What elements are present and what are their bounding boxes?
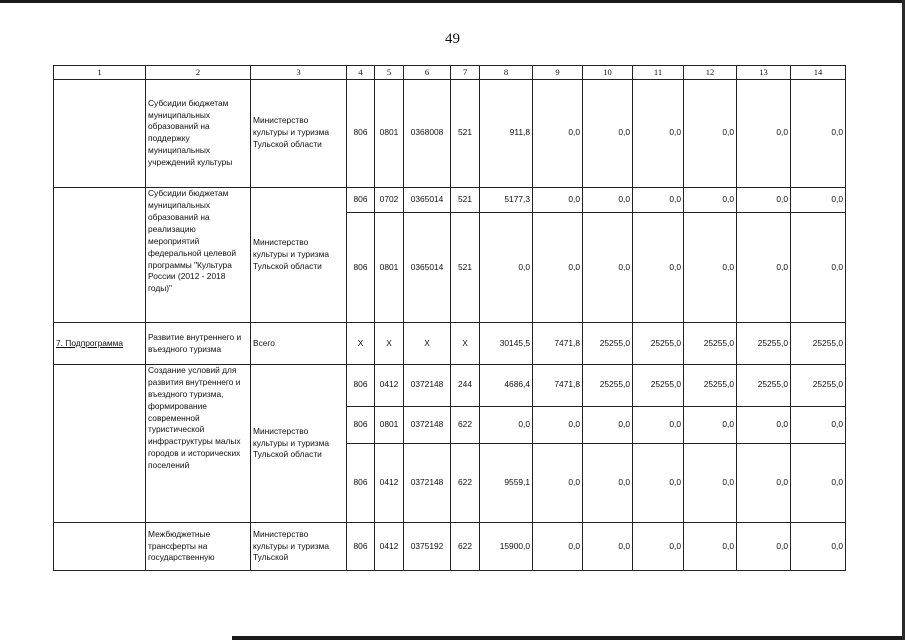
amount-cell: 0,0 [737, 523, 791, 571]
ministry-name: Министерство культуры и туризма Тульской области [251, 364, 347, 522]
grbs-code: 806 [347, 212, 375, 322]
header-cell: 7 [451, 66, 480, 80]
amount-cell: 0,0 [583, 406, 633, 443]
amount-cell: 25255,0 [737, 323, 791, 365]
section-code: 0412 [375, 443, 404, 522]
header-cell: 4 [347, 66, 375, 80]
ministry-name: Министерство культуры и туризма Тульской области [251, 79, 347, 187]
grbs-code: 806 [347, 364, 375, 406]
target-code: 0372148 [404, 443, 451, 522]
table-row [54, 79, 846, 187]
program-cell [54, 79, 146, 187]
event-name: Субсидии бюджетам муниципальных образований на реализацию мероприятий федеральной целевой программы "Культура России (2012 - 2018 годы)" [146, 187, 251, 322]
amount-cell: 25255,0 [633, 364, 684, 406]
amount-cell: 0,0 [583, 187, 633, 212]
expense-type-code: 622 [451, 523, 480, 571]
amount-cell: 0,0 [633, 523, 684, 571]
amount-cell: 0,0 [737, 443, 791, 522]
section-code: 0412 [375, 364, 404, 406]
header-cell: 11 [633, 66, 684, 80]
amount-cell: 25255,0 [737, 364, 791, 406]
amount-cell: 0,0 [533, 79, 583, 187]
amount-cell: 911,8 [480, 79, 533, 187]
amount-cell: 25255,0 [583, 323, 633, 365]
expense-type-code: 521 [451, 212, 480, 322]
amount-cell: 25255,0 [791, 323, 846, 365]
amount-cell: 0,0 [684, 212, 737, 322]
amount-cell: 0,0 [583, 79, 633, 187]
amount-cell: 0,0 [633, 406, 684, 443]
amount-cell: 0,0 [533, 212, 583, 322]
ministry-name: Министерство культуры и туризма Тульской области [251, 187, 347, 322]
grbs-code: X [347, 323, 375, 365]
scan-bottom-edge [232, 636, 905, 640]
event-name: Создание условий для развития внутреннего и въездного туризма, формирование современной туристической инфраструктуры малых городов и исторических поселений [146, 364, 251, 522]
grbs-code: 806 [347, 79, 375, 187]
table-row [54, 364, 846, 406]
amount-cell: 0,0 [791, 187, 846, 212]
amount-cell: 15900,0 [480, 523, 533, 571]
amount-cell: 0,0 [737, 187, 791, 212]
table-row [54, 323, 846, 365]
amount-cell: 0,0 [684, 406, 737, 443]
amount-cell: 0,0 [533, 406, 583, 443]
scan-top-edge [0, 0, 905, 3]
target-code: 0375192 [404, 523, 451, 571]
amount-cell: 0,0 [633, 443, 684, 522]
amount-cell: 9559,1 [480, 443, 533, 522]
target-code: 0368008 [404, 79, 451, 187]
program-cell [54, 523, 146, 571]
program-cell: 7. Подпрограмма [54, 323, 146, 365]
header-cell: 2 [146, 66, 251, 80]
amount-cell: 0,0 [791, 79, 846, 187]
amount-cell: 0,0 [737, 79, 791, 187]
header-cell: 5 [375, 66, 404, 80]
grbs-code: 806 [347, 187, 375, 212]
grbs-code: 806 [347, 443, 375, 522]
amount-cell: 25255,0 [583, 364, 633, 406]
amount-cell: 0,0 [633, 79, 684, 187]
event-name: Межбюджетные трансферты на государственную [146, 523, 251, 571]
amount-cell: 0,0 [684, 443, 737, 522]
section-code: 0412 [375, 523, 404, 571]
amount-cell: 25255,0 [633, 323, 684, 365]
ministry-name: Министерство культуры и туризма Тульской [251, 523, 347, 571]
expense-type-code: 521 [451, 79, 480, 187]
amount-cell: 0,0 [533, 523, 583, 571]
header-cell: 9 [533, 66, 583, 80]
header-cell: 1 [54, 66, 146, 80]
expense-type-code: 244 [451, 364, 480, 406]
target-code: 0372148 [404, 364, 451, 406]
expense-type-code: X [451, 323, 480, 365]
section-code: 0801 [375, 406, 404, 443]
header-cell: 14 [791, 66, 846, 80]
expense-type-code: 622 [451, 443, 480, 522]
amount-cell: 0,0 [737, 212, 791, 322]
table-row [54, 523, 846, 571]
table-row [54, 187, 846, 212]
amount-cell: 25255,0 [684, 323, 737, 365]
budget-table [53, 65, 846, 571]
header-cell: 13 [737, 66, 791, 80]
section-code: 0702 [375, 187, 404, 212]
amount-cell: 0,0 [583, 212, 633, 322]
grbs-code: 806 [347, 406, 375, 443]
expense-type-code: 622 [451, 406, 480, 443]
table-header-row [54, 66, 846, 80]
amount-cell: 0,0 [684, 79, 737, 187]
target-code: 0365014 [404, 212, 451, 322]
target-code: X [404, 323, 451, 365]
amount-cell: 0,0 [533, 187, 583, 212]
program-cell [54, 364, 146, 522]
section-code: X [375, 323, 404, 365]
section-code: 0801 [375, 79, 404, 187]
program-cell [54, 187, 146, 322]
amount-cell: 0,0 [633, 212, 684, 322]
amount-cell: 30145,5 [480, 323, 533, 365]
amount-cell: 0,0 [684, 523, 737, 571]
amount-cell: 0,0 [633, 187, 684, 212]
page-number: 49 [445, 31, 460, 47]
grbs-code: 806 [347, 523, 375, 571]
amount-cell: 0,0 [791, 406, 846, 443]
amount-cell: 5177,3 [480, 187, 533, 212]
amount-cell: 0,0 [480, 406, 533, 443]
target-code: 0365014 [404, 187, 451, 212]
expense-type-code: 521 [451, 187, 480, 212]
ministry-name: Всего [251, 323, 347, 365]
amount-cell: 0,0 [791, 212, 846, 322]
section-code: 0801 [375, 212, 404, 322]
amount-cell: 0,0 [480, 212, 533, 322]
amount-cell: 0,0 [737, 406, 791, 443]
header-cell: 8 [480, 66, 533, 80]
amount-cell: 7471,8 [533, 323, 583, 365]
header-cell: 3 [251, 66, 347, 80]
amount-cell: 4686,4 [480, 364, 533, 406]
amount-cell: 0,0 [583, 523, 633, 571]
event-name: Развитие внутреннего и въездного туризма [146, 323, 251, 365]
event-name: Субсидии бюджетам муниципальных образований на поддержку муниципальных учреждений культуры [146, 79, 251, 187]
amount-cell: 0,0 [533, 443, 583, 522]
amount-cell: 0,0 [791, 443, 846, 522]
target-code: 0372148 [404, 406, 451, 443]
amount-cell: 0,0 [684, 187, 737, 212]
amount-cell: 7471,8 [533, 364, 583, 406]
amount-cell: 25255,0 [684, 364, 737, 406]
amount-cell: 0,0 [791, 523, 846, 571]
amount-cell: 0,0 [583, 443, 633, 522]
header-cell: 10 [583, 66, 633, 80]
amount-cell: 25255,0 [791, 364, 846, 406]
header-cell: 12 [684, 66, 737, 80]
header-cell: 6 [404, 66, 451, 80]
